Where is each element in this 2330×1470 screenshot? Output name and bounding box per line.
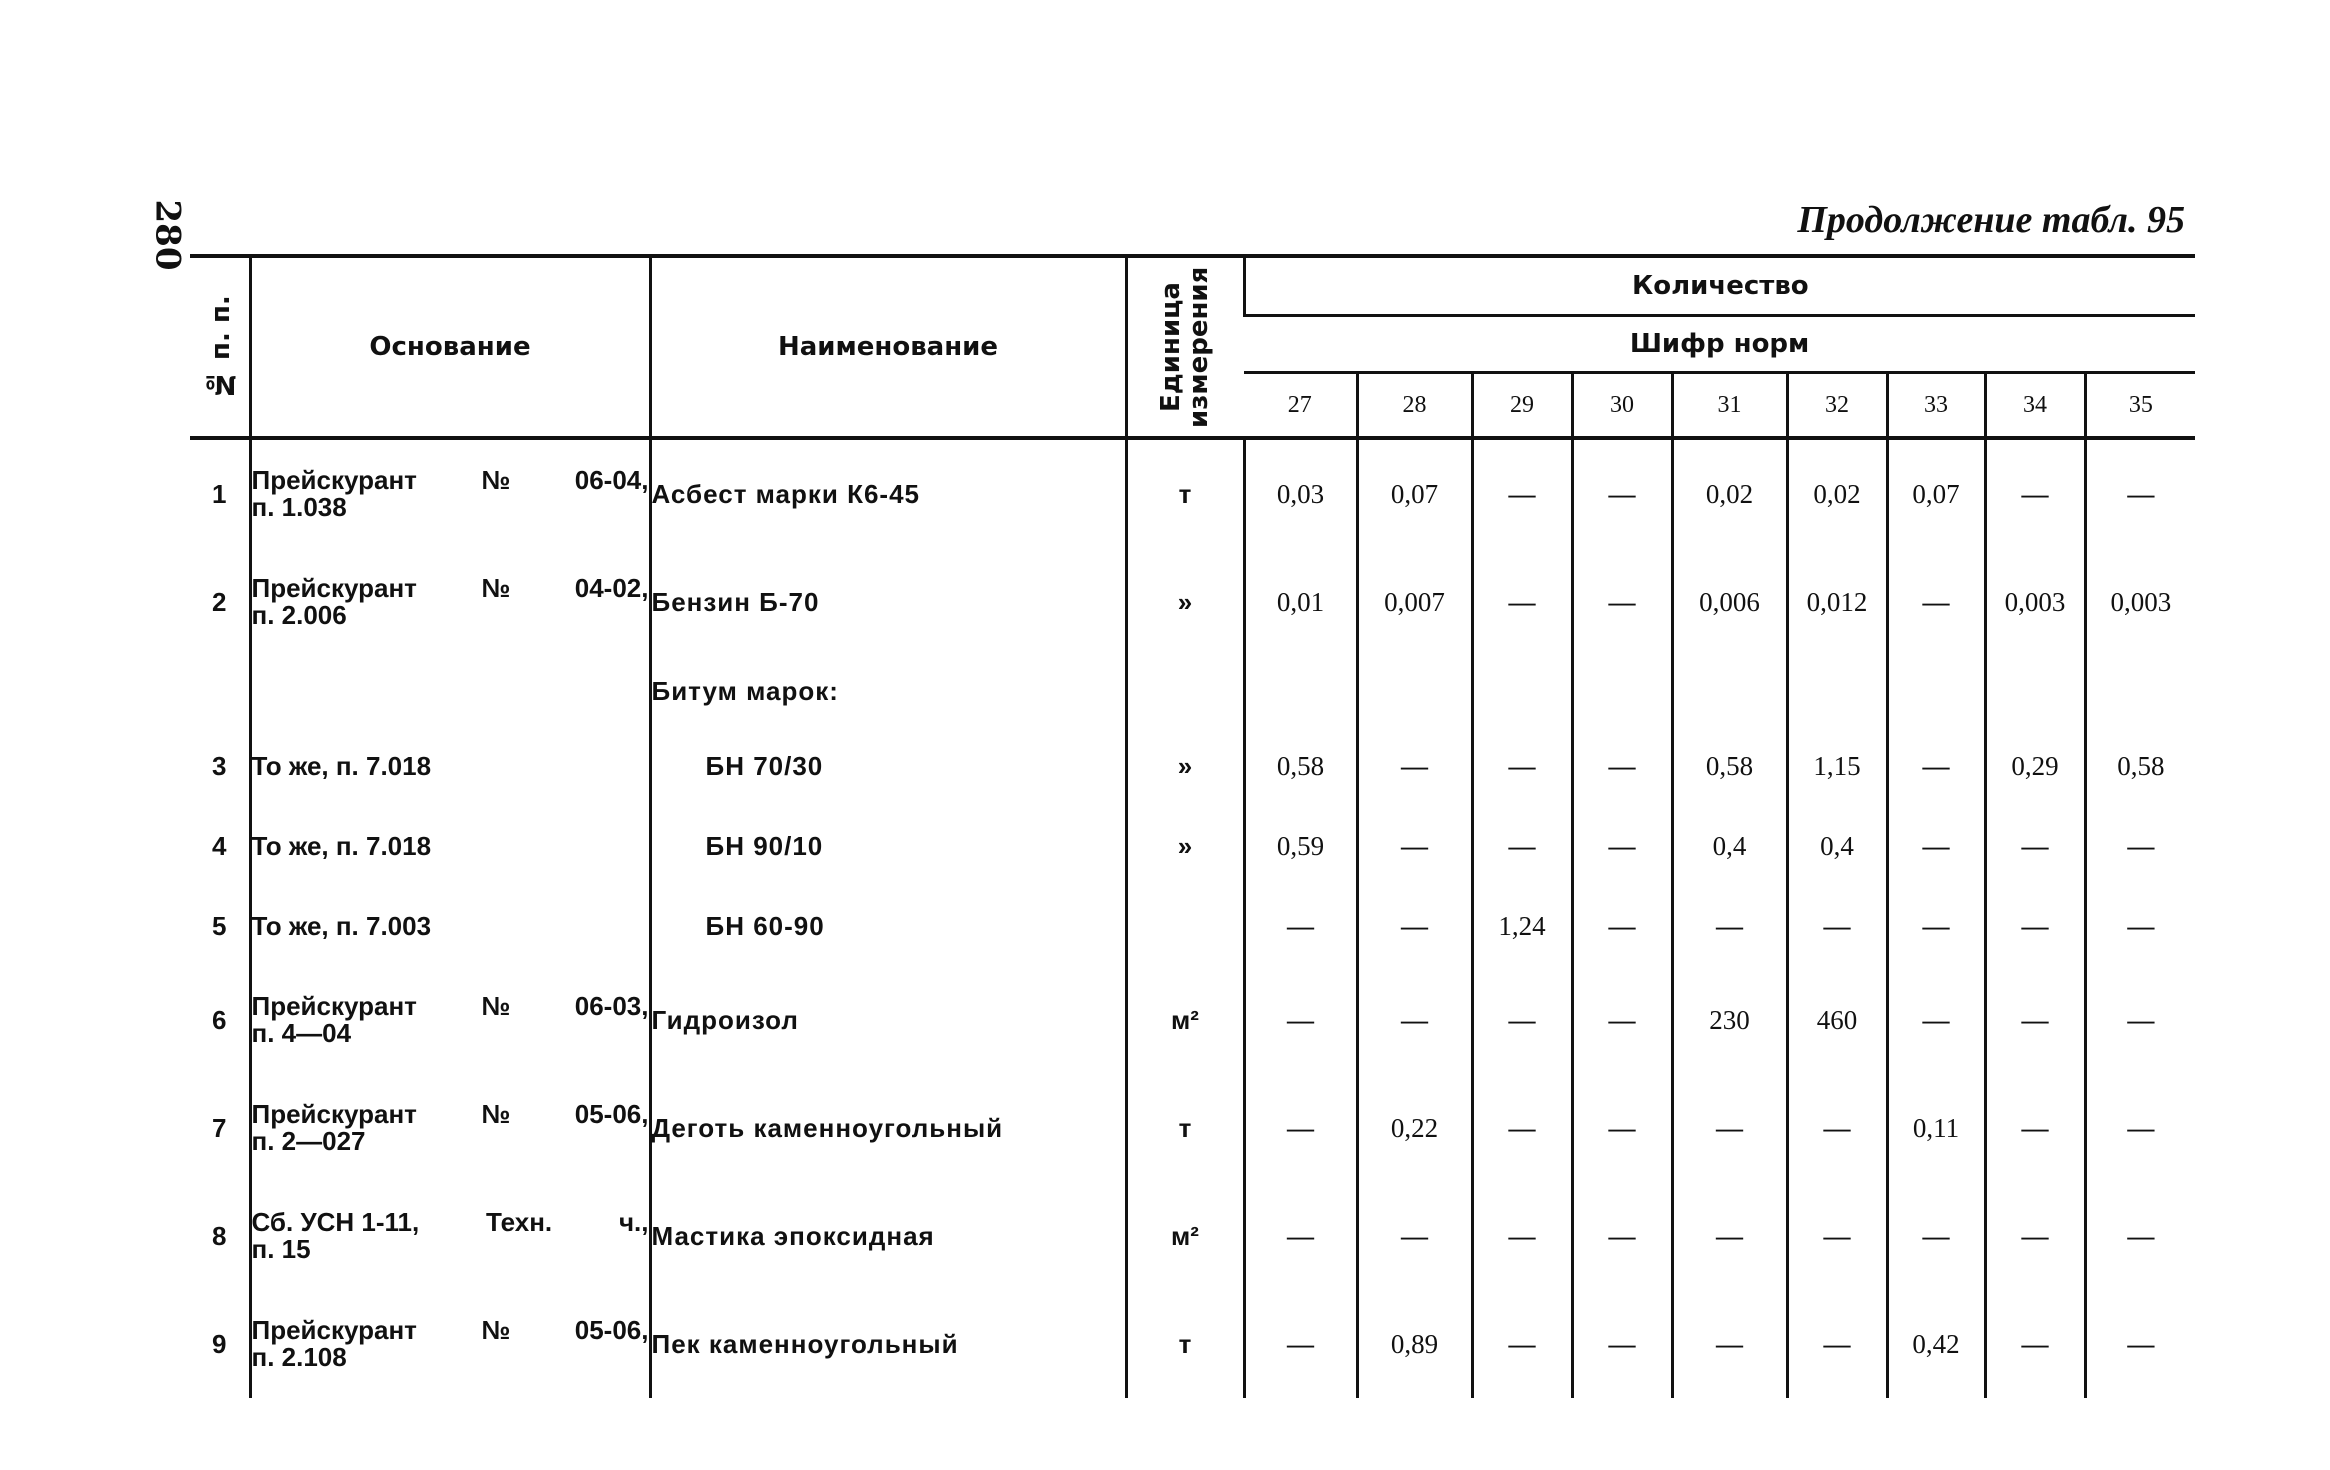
quantity-cell: — — [1787, 1290, 1887, 1398]
basis-clause: п. 4—04 — [251, 1018, 352, 1048]
row-number: 3 — [212, 750, 227, 781]
row-number: 9 — [212, 1328, 227, 1359]
quantity-cell: 0,4 — [1787, 806, 1887, 886]
quantity-cell: — — [1985, 886, 2085, 966]
quantity-cell: — — [1244, 1290, 1357, 1398]
header-norm-code: Шифр норм — [1244, 316, 2195, 373]
basis-part: 05-06, — [574, 1099, 649, 1129]
basis-part: Прейскурант — [251, 991, 417, 1021]
basis-part: № — [481, 1099, 511, 1129]
quantity-cell: — — [2085, 438, 2195, 548]
basis-part: № — [481, 465, 511, 495]
quantity-cell: — — [1887, 548, 1985, 656]
quantity-cell: — — [1572, 1074, 1672, 1182]
material-name: БН 90/10 — [650, 806, 1126, 886]
quantity-cell: — — [1244, 966, 1357, 1074]
header-quantity: Количество — [1244, 256, 2195, 316]
material-name: Мастика эпоксидная — [650, 1182, 1126, 1290]
quantity-cell: — — [1472, 438, 1572, 548]
quantity-cell: — — [1887, 806, 1985, 886]
empty-cell — [1357, 656, 1472, 726]
basis-part: 06-04, — [574, 465, 649, 495]
quantity-cell: 0,58 — [2085, 726, 2195, 806]
basis-clause: п. 2.006 — [251, 600, 347, 630]
basis-part: Прейскурант — [251, 573, 417, 603]
quantity-cell: — — [1787, 1182, 1887, 1290]
row-number: 5 — [212, 910, 227, 941]
empty-cell — [1887, 656, 1985, 726]
header-code-31: 31 — [1672, 373, 1787, 439]
quantity-cell: — — [1357, 1182, 1472, 1290]
material-name: БН 60-90 — [650, 886, 1126, 966]
basis-text: То же, п. 7.018 — [251, 750, 432, 781]
basis-cell — [250, 966, 650, 1074]
basis-clause: п. 2—027 — [251, 1126, 366, 1156]
basis-part: Сб. УСН 1-11, — [251, 1207, 420, 1237]
quantity-cell: 0,003 — [1985, 548, 2085, 656]
group-heading: Битум марок: — [650, 656, 1126, 726]
quantity-cell: — — [1572, 548, 1672, 656]
quantity-cell: 0,02 — [1672, 438, 1787, 548]
quantity-cell: 0,012 — [1787, 548, 1887, 656]
quantity-cell: — — [2085, 1074, 2195, 1182]
basis-part: Прейскурант — [251, 1315, 417, 1345]
unit-cell: м² — [1126, 966, 1244, 1074]
quantity-cell: 0,02 — [1787, 438, 1887, 548]
quantity-cell: 0,59 — [1244, 806, 1357, 886]
basis-text: То же, п. 7.018 — [251, 830, 432, 861]
basis-cell — [250, 1182, 650, 1290]
header-code-35: 35 — [2085, 373, 2195, 439]
unit-cell: » — [1126, 726, 1244, 806]
quantity-cell: — — [1244, 1182, 1357, 1290]
empty-cell — [1244, 656, 1357, 726]
empty-cell — [1985, 656, 2085, 726]
quantity-cell: 0,006 — [1672, 548, 1787, 656]
table-row — [190, 886, 2195, 966]
quantity-cell: 0,58 — [1672, 726, 1787, 806]
quantity-cell: 0,89 — [1357, 1290, 1472, 1398]
material-name: Асбест марки К6-45 — [650, 438, 1126, 548]
quantity-cell: — — [1672, 1074, 1787, 1182]
quantity-cell: — — [1887, 886, 1985, 966]
header-code-33: 33 — [1887, 373, 1985, 439]
quantity-cell: — — [2085, 1290, 2195, 1398]
basis-cell — [250, 726, 650, 806]
unit-cell: » — [1126, 548, 1244, 656]
basis-part: 04-02, — [574, 573, 649, 603]
quantity-cell: — — [1472, 966, 1572, 1074]
quantity-cell: 1,24 — [1472, 886, 1572, 966]
table-row — [190, 656, 2195, 726]
table-caption: Продолжение табл. 95 — [1797, 199, 2185, 241]
empty-cell — [190, 656, 250, 726]
quantity-cell: 460 — [1787, 966, 1887, 1074]
quantity-cell: — — [1985, 1182, 2085, 1290]
quantity-cell: — — [1985, 806, 2085, 886]
quantity-cell: — — [1985, 1290, 2085, 1398]
quantity-cell: — — [1672, 1182, 1787, 1290]
quantity-cell: — — [1985, 966, 2085, 1074]
quantity-cell: — — [1472, 1182, 1572, 1290]
material-name: Бензин Б-70 — [650, 548, 1126, 656]
quantity-cell: — — [1572, 966, 1672, 1074]
quantity-cell: — — [2085, 806, 2195, 886]
quantity-cell: — — [1787, 886, 1887, 966]
unit-cell — [1126, 886, 1244, 966]
unit-cell: т — [1126, 1074, 1244, 1182]
row-number: 8 — [212, 1220, 227, 1251]
quantity-cell: — — [1472, 1074, 1572, 1182]
quantity-cell: — — [1472, 726, 1572, 806]
row-number: 6 — [212, 1004, 227, 1035]
quantity-cell: 0,07 — [1887, 438, 1985, 548]
quantity-cell: — — [1887, 1182, 1985, 1290]
page-number: 280 — [147, 199, 188, 271]
quantity-cell: — — [1472, 548, 1572, 656]
quantity-cell: 0,01 — [1244, 548, 1357, 656]
header-name: Наименование — [650, 256, 1126, 438]
basis-clause: п. 2.108 — [251, 1342, 347, 1372]
empty-cell — [250, 656, 650, 726]
quantity-cell: 0,4 — [1672, 806, 1787, 886]
basis-part: № — [481, 991, 511, 1021]
quantity-cell: — — [2085, 966, 2195, 1074]
basis-part: 06-03, — [574, 991, 649, 1021]
basis-part: ч., — [618, 1207, 649, 1237]
quantity-cell: — — [1472, 1290, 1572, 1398]
header-basis: Основание — [250, 256, 650, 438]
row-number: 2 — [212, 586, 227, 617]
basis-text: То же, п. 7.003 — [251, 910, 432, 941]
quantity-cell: 0,58 — [1244, 726, 1357, 806]
quantity-cell: 0,007 — [1357, 548, 1472, 656]
unit-cell: » — [1126, 806, 1244, 886]
table-row — [190, 1074, 2195, 1182]
quantity-cell: 0,003 — [2085, 548, 2195, 656]
header-code-32: 32 — [1787, 373, 1887, 439]
empty-cell — [1787, 656, 1887, 726]
empty-cell — [1472, 656, 1572, 726]
basis-cell — [250, 886, 650, 966]
quantity-cell: — — [1357, 966, 1472, 1074]
basis-cell — [250, 438, 650, 548]
material-name: БН 70/30 — [650, 726, 1126, 806]
header-code-30: 30 — [1572, 373, 1672, 439]
quantity-cell: — — [1572, 1290, 1672, 1398]
basis-cell — [250, 806, 650, 886]
basis-clause: п. 1.038 — [251, 492, 347, 522]
material-name: Пек каменноугольный — [650, 1290, 1126, 1398]
basis-part: Прейскурант — [251, 1099, 417, 1129]
table-row — [190, 1290, 2195, 1398]
unit-cell: т — [1126, 1290, 1244, 1398]
quantity-cell: 0,29 — [1985, 726, 2085, 806]
basis-part: № — [481, 573, 511, 603]
quantity-cell: — — [2085, 1182, 2195, 1290]
row-number: 4 — [212, 830, 227, 861]
price-table — [190, 254, 2195, 1398]
quantity-cell: — — [1572, 886, 1672, 966]
empty-cell — [1572, 656, 1672, 726]
quantity-cell: 1,15 — [1787, 726, 1887, 806]
table-row — [190, 726, 2195, 806]
header-unit: Единица измерения — [1126, 256, 1244, 438]
basis-part: 05-06, — [574, 1315, 649, 1345]
basis-cell — [250, 1290, 650, 1398]
row-number: 7 — [212, 1112, 227, 1143]
empty-cell — [1126, 656, 1244, 726]
empty-cell — [1672, 656, 1787, 726]
quantity-cell: — — [1357, 806, 1472, 886]
quantity-cell: — — [1985, 1074, 2085, 1182]
quantity-cell: — — [1572, 1182, 1672, 1290]
quantity-cell: — — [1787, 1074, 1887, 1182]
quantity-cell: — — [1572, 438, 1672, 548]
header-code-28: 28 — [1357, 373, 1472, 439]
quantity-cell: — — [1985, 438, 2085, 548]
header-num: № п. п. — [190, 256, 250, 438]
quantity-cell: — — [1672, 1290, 1787, 1398]
header-code-29: 29 — [1472, 373, 1572, 439]
row-number: 1 — [212, 478, 227, 509]
quantity-cell: — — [1472, 806, 1572, 886]
basis-cell — [250, 548, 650, 656]
quantity-cell: — — [2085, 886, 2195, 966]
table-row — [190, 438, 2195, 548]
table-row — [190, 1182, 2195, 1290]
quantity-cell: — — [1672, 886, 1787, 966]
quantity-cell: 230 — [1672, 966, 1787, 1074]
quantity-cell: 0,11 — [1887, 1074, 1985, 1182]
unit-cell: т — [1126, 438, 1244, 548]
table-row — [190, 966, 2195, 1074]
quantity-cell: — — [1572, 806, 1672, 886]
quantity-cell: — — [1244, 1074, 1357, 1182]
quantity-cell: — — [1572, 726, 1672, 806]
quantity-cell: 0,03 — [1244, 438, 1357, 548]
empty-cell — [2085, 656, 2195, 726]
quantity-cell: — — [1887, 966, 1985, 1074]
basis-cell — [250, 1074, 650, 1182]
basis-part: Прейскурант — [251, 465, 417, 495]
header-code-34: 34 — [1985, 373, 2085, 439]
quantity-cell: — — [1357, 886, 1472, 966]
quantity-cell: — — [1244, 886, 1357, 966]
quantity-cell: — — [1887, 726, 1985, 806]
basis-part: Техн. — [486, 1207, 553, 1237]
header-code-27: 27 — [1244, 373, 1357, 439]
table-row — [190, 548, 2195, 656]
quantity-cell: 0,07 — [1357, 438, 1472, 548]
quantity-cell: 0,22 — [1357, 1074, 1472, 1182]
material-name: Деготь каменноугольный — [650, 1074, 1126, 1182]
quantity-cell: — — [1357, 726, 1472, 806]
material-name: Гидроизол — [650, 966, 1126, 1074]
unit-cell: м² — [1126, 1182, 1244, 1290]
basis-clause: п. 15 — [251, 1234, 311, 1264]
table-row — [190, 806, 2195, 886]
quantity-cell: 0,42 — [1887, 1290, 1985, 1398]
basis-part: № — [481, 1315, 511, 1345]
